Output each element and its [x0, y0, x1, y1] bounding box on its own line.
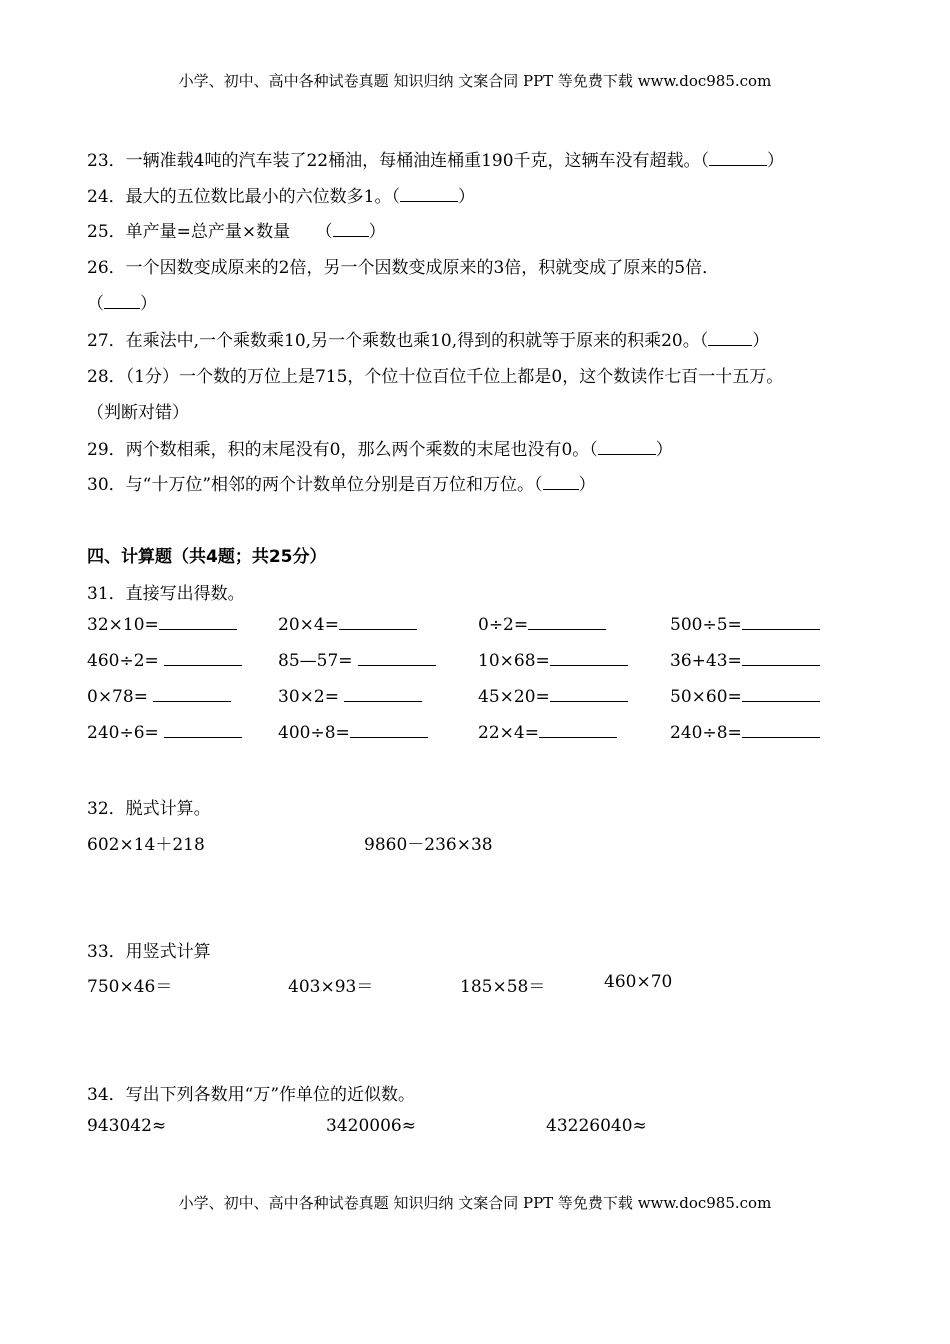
- calc-item: [278, 723, 428, 743]
- calc-item: [670, 651, 820, 671]
- calc-item: [87, 723, 242, 743]
- answer-blank[interactable]: [742, 651, 820, 666]
- close-paren: ）: [752, 331, 770, 351]
- calc-item: [478, 615, 606, 635]
- calc-item: [278, 687, 422, 707]
- section-title: 四、计算题（共4题；共25分）: [87, 547, 327, 567]
- approx-item: 943042≈: [87, 1116, 167, 1136]
- answer-blank[interactable]: [344, 687, 422, 702]
- calc-expression: 20×4=: [278, 615, 339, 635]
- answer-blank[interactable]: [153, 687, 231, 702]
- answer-blank[interactable]: [159, 615, 237, 630]
- calc-item: [278, 651, 436, 671]
- answer-blank[interactable]: [550, 651, 628, 666]
- calc-item: [478, 723, 617, 743]
- question-34-title: 34．写出下列各数用“万”作单位的近似数。: [87, 1085, 416, 1105]
- calc-item: [670, 615, 820, 635]
- calc-item: [87, 615, 237, 635]
- question-26: [87, 253, 719, 278]
- answer-blank[interactable]: [742, 723, 820, 738]
- step-calc-item: 9860－236×38: [364, 835, 493, 855]
- calc-item: [478, 687, 628, 707]
- answer-blank-29[interactable]: [598, 442, 656, 455]
- answer-blank[interactable]: [528, 615, 606, 630]
- question-27-text: 27．在乘法中,一个乘数乘10,另一个乘数也乘10,得到的积就等于原来的积乘20。（: [87, 331, 709, 351]
- answer-blank[interactable]: [742, 687, 820, 702]
- calc-item: [670, 687, 820, 707]
- calc-expression: 50×60=: [670, 687, 742, 707]
- open-paren: （: [87, 294, 104, 314]
- answer-blank[interactable]: [550, 687, 628, 702]
- question-29: [87, 435, 673, 460]
- question-33-title: 33．用竖式计算: [87, 942, 211, 962]
- calc-expression: 460÷2=: [87, 651, 165, 671]
- vertical-calc-item: 185×58＝: [460, 977, 546, 997]
- calc-expression: 0÷2=: [478, 615, 529, 635]
- question-30: [87, 470, 596, 495]
- answer-blank-27[interactable]: [708, 333, 752, 346]
- approx-item: 43226040≈: [546, 1116, 647, 1136]
- calc-item: [87, 687, 231, 707]
- vertical-calc-item: 403×93＝: [288, 977, 374, 997]
- answer-blank[interactable]: [539, 723, 617, 738]
- calc-item: [478, 651, 628, 671]
- question-28: [87, 362, 783, 387]
- question-24-text: 24．最大的五位数比最小的六位数多1。（: [87, 187, 400, 207]
- page-footer: 小学、初中、高中各种试卷真题 知识归纳 文案合同 PPT 等免费下载 www.doc985.com: [178, 1194, 772, 1212]
- question-27: [87, 326, 769, 351]
- answer-blank-23[interactable]: [709, 153, 767, 166]
- calc-expression: 400÷8=: [278, 723, 350, 743]
- answer-blank-26[interactable]: [104, 296, 140, 309]
- question-25-text: 25．单产量=总产量×数量 （: [87, 222, 333, 242]
- question-28-text: 28．（1分）一个数的万位上是715，个位十位百位千位上都是0，这个数读作七百一十五万。: [87, 367, 784, 387]
- calc-expression: 36+43=: [670, 651, 742, 671]
- calc-expression: 500÷5=: [670, 615, 742, 635]
- question-32-title: 32．脱式计算。: [87, 799, 211, 819]
- question-25: [87, 217, 386, 242]
- step-calc-item: 602×14＋218: [87, 835, 205, 855]
- question-31-title: 31．直接写出得数。: [87, 584, 245, 604]
- question-28-suffix-text: （判断对错）: [87, 403, 189, 423]
- calc-expression: 240÷8=: [670, 723, 742, 743]
- close-paren: ）: [767, 151, 785, 171]
- answer-blank[interactable]: [350, 723, 428, 738]
- question-24: [87, 182, 475, 207]
- answer-blank[interactable]: [339, 615, 417, 630]
- close-paren: ）: [457, 187, 475, 207]
- answer-blank-24[interactable]: [400, 189, 458, 202]
- answer-blank[interactable]: [164, 723, 242, 738]
- calc-expression: 10×68=: [478, 651, 550, 671]
- vertical-calc-item: 460×70: [604, 972, 673, 992]
- vertical-calc-item: 750×46＝: [87, 977, 173, 997]
- answer-blank-25[interactable]: [333, 224, 369, 237]
- calc-item: [87, 651, 242, 671]
- question-26-answer: [87, 289, 157, 314]
- calc-expression: 0×78=: [87, 687, 154, 707]
- close-paren: ）: [578, 475, 596, 495]
- question-23: [87, 146, 784, 171]
- calc-expression: 85—57=: [278, 651, 358, 671]
- calc-item: [278, 615, 417, 635]
- close-paren: ）: [368, 222, 386, 242]
- question-29-text: 29．两个数相乘，积的末尾没有0，那么两个乘数的末尾也没有0。（: [87, 440, 598, 460]
- question-23-text: 23．一辆准载4吨的汽车装了22桶油，每桶油连桶重190千克，这辆车没有超载。（: [87, 151, 710, 171]
- calc-expression: 45×20=: [478, 687, 550, 707]
- approx-item: 3420006≈: [326, 1116, 416, 1136]
- question-26-text: 26．一个因数变成原来的2倍，另一个因数变成原来的3倍，积就变成了原来的5倍．: [87, 258, 720, 278]
- calc-expression: 240÷6=: [87, 723, 165, 743]
- question-30-text: 30．与“十万位”相邻的两个计数单位分别是百万位和万位。（: [87, 475, 543, 495]
- question-28-suffix: [87, 398, 189, 423]
- calc-expression: 32×10=: [87, 615, 159, 635]
- answer-blank[interactable]: [742, 615, 820, 630]
- close-paren: ）: [140, 294, 157, 314]
- calc-item: [670, 723, 820, 743]
- calc-expression: 22×4=: [478, 723, 539, 743]
- calc-expression: 30×2=: [278, 687, 345, 707]
- answer-blank[interactable]: [164, 651, 242, 666]
- page-header: 小学、初中、高中各种试卷真题 知识归纳 文案合同 PPT 等免费下载 www.doc985.com: [178, 72, 772, 90]
- answer-blank[interactable]: [358, 651, 436, 666]
- close-paren: ）: [655, 440, 673, 460]
- answer-blank-30[interactable]: [543, 477, 579, 490]
